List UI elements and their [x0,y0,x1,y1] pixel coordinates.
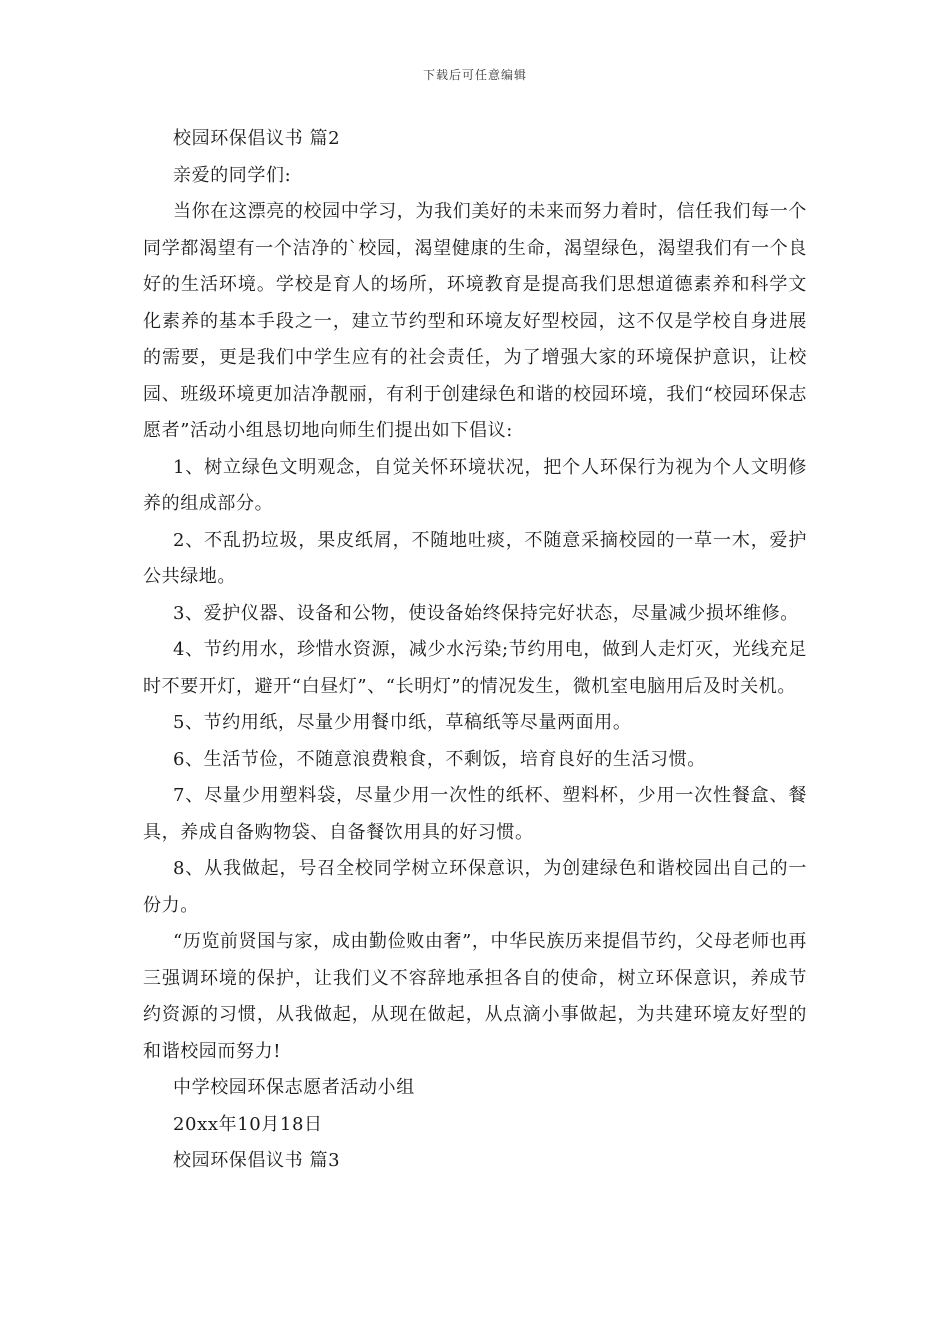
proposal-item-5: 5、节约用纸，尽量少用餐巾纸，草稿纸等尽量两面用。 [173,712,632,733]
closing-paragraph: “历览前贤国与家，成由勤俭败由奢”，中华民族历来提倡节约，父母老师也再三强调环境的保护，让我们义不容辞地承担各自的使命，树立环保意识，养成节约资源的习惯，从我做起，从现在做起，从点滴小事做起，为共建环境友好型的和谐校园而努力! [143,931,807,1062]
signature-date: 20xx年10月18日 [173,1113,323,1135]
next-section-title: 校园环保倡议书 篇3 [173,1150,341,1171]
proposal-item-2: 2、不乱扔垃圾，果皮纸屑，不随地吐痰，不随意采摘校园的一草一木，爱护公共绿地。 [143,529,807,587]
proposal-item-6: 6、生活节俭，不随意浪费粮食，不剩饭，培育良好的生活习惯。 [173,748,706,770]
intro-paragraph: 当你在这漂亮的校园中学习，为我们美好的未来而努力着时，信任我们每一个同学都渴望有一个洁净的`校园，渴望健康的生命，渴望绿色，渴望我们有一个良好的生活环境。学校是育人的场所，环境教育是提高我们思想道德素养和科学文化素养的基本手段之一，建立节约型和环境友好型校园，这不仅是学校自身进展的需要，更是我们中学生应有的社会责任，为了增强大家的环境保护意识，让校园、班级环境更加洁净靓丽，有利于创建绿色和谐的校园环境，我们“校园环保志愿者”活动小组恳切地向师生们提出如下倡议: [143,201,807,441]
document-body [143,121,807,1180]
salutation: 亲爱的同学们: [173,164,292,186]
signature-organization: 中学校园环保志愿者活动小组 [173,1077,415,1098]
proposal-item-8: 8、从我做起，号召全校同学树立环保意识，为创建绿色和谐校园出自己的一份力。 [143,858,807,916]
page-header-note: 下载后可任意编辑 [422,68,527,82]
proposal-item-4: 4、节约用水，珍惜水资源，减少水污染;节约用电，做到人走灯灭，光线充足时不要开灯，避开“白昼灯”、“长明灯”的情况发生，微机室电脑用后及时关机。 [143,639,807,697]
proposal-item-3: 3、爱护仪器、设备和公物，使设备始终保持完好状态，尽量减少损坏维修。 [173,602,799,624]
proposal-item-7: 7、尽量少用塑料袋，尽量少用一次性的纸杯、塑料杯，少用一次性餐盒、餐具，养成自备购物袋、自备餐饮用具的好习惯。 [143,785,807,843]
section-title: 校园环保倡议书 篇2 [173,128,341,149]
proposal-item-1: 1、树立绿色文明观念，自觉关怀环境状况，把个人环保行为视为个人文明修养的组成部分。 [143,456,807,514]
